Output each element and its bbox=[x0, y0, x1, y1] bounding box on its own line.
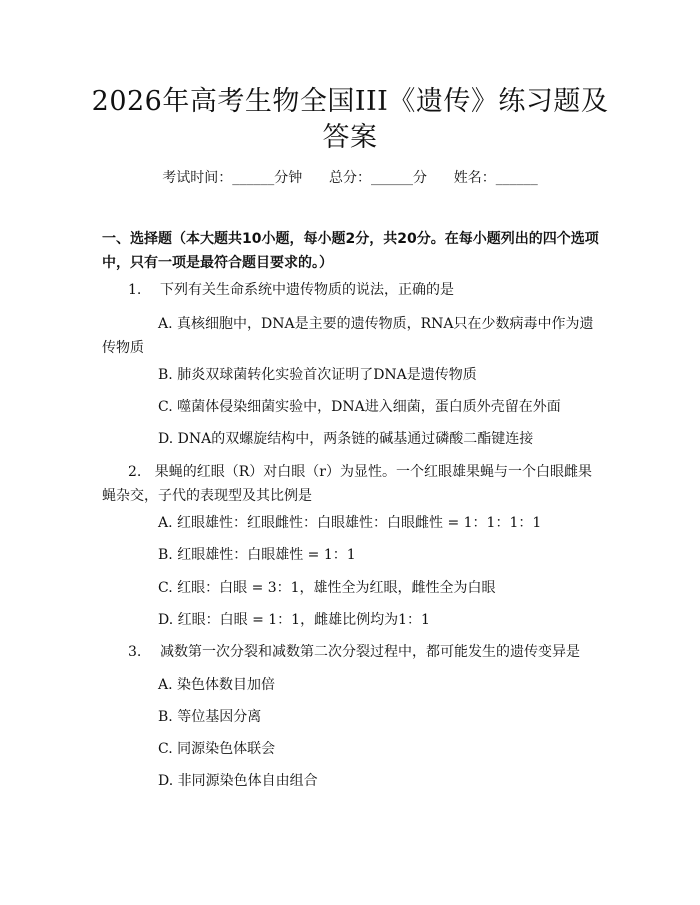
question-2-option-a bbox=[102, 511, 602, 535]
question-1-option-b bbox=[102, 363, 602, 387]
question-2-option-d bbox=[102, 608, 602, 632]
question-2 bbox=[102, 460, 602, 508]
question-number: 2. bbox=[128, 464, 142, 480]
question-1-option-d bbox=[102, 427, 602, 451]
option-text: A. 真核细胞中，DNA是主要的遗传物质，RNA只在少数病毒中作为遗传物质 bbox=[102, 316, 594, 356]
option-text: D. 红眼：白眼 = 1：1，雌雄比例均为1：1 bbox=[158, 612, 430, 628]
option-text: C. 红眼：白眼 = 3：1，雄性全为红眼，雌性全为白眼 bbox=[158, 580, 496, 596]
question-2-option-c bbox=[102, 576, 602, 600]
option-text: B. 等位基因分离 bbox=[158, 709, 262, 725]
option-text: A. 染色体数目加倍 bbox=[158, 677, 276, 693]
exam-meta-line: 考试时间：______分钟 总分：______分 姓名：______ bbox=[162, 170, 538, 186]
question-stem: 果蝇的红眼（R）对白眼（r）为显性。一个红眼雄果蝇与一个白眼雌果蝇杂交，子代的表现型及其比例是 bbox=[102, 464, 592, 504]
option-text: D. DNA的双螺旋结构中，两条链的碱基通过磷酸二酯键连接 bbox=[158, 431, 534, 447]
question-1 bbox=[102, 278, 602, 302]
question-number: 3. bbox=[128, 644, 142, 660]
question-3-option-a bbox=[102, 673, 602, 697]
question-number: 1. bbox=[128, 282, 142, 298]
document-title: 2026年高考生物全国III《遗传》练习题及答案 bbox=[91, 86, 609, 153]
option-text: C. 同源染色体联会 bbox=[158, 741, 276, 757]
option-text: C. 噬菌体侵染细菌实验中，DNA进入细菌，蛋白质外壳留在外面 bbox=[158, 399, 561, 415]
option-text: D. 非同源染色体自由组合 bbox=[158, 773, 318, 789]
option-text: A. 红眼雄性：红眼雌性：白眼雄性：白眼雌性 = 1：1：1：1 bbox=[158, 515, 542, 531]
question-3-option-c bbox=[102, 737, 602, 761]
section-heading: 一、选择题（本大题共10小题，每小题2分，共20分。在每小题列出的四个选项中，只有一项是最符合题目要求的。） bbox=[102, 231, 599, 271]
question-3 bbox=[102, 640, 602, 664]
option-text: B. 红眼雄性：白眼雄性 = 1：1 bbox=[158, 547, 356, 563]
option-text: B. 肺炎双球菌转化实验首次证明了DNA是遗传物质 bbox=[158, 367, 477, 383]
question-3-option-b bbox=[102, 705, 602, 729]
question-3-option-d bbox=[102, 769, 602, 793]
question-1-option-c bbox=[102, 395, 602, 419]
question-stem: 下列有关生命系统中遗传物质的说法，正确的是 bbox=[160, 282, 454, 298]
question-1-option-a bbox=[102, 312, 602, 360]
question-2-option-b bbox=[102, 543, 602, 567]
question-stem: 减数第一次分裂和减数第二次分裂过程中，都可能发生的遗传变异是 bbox=[160, 644, 580, 660]
